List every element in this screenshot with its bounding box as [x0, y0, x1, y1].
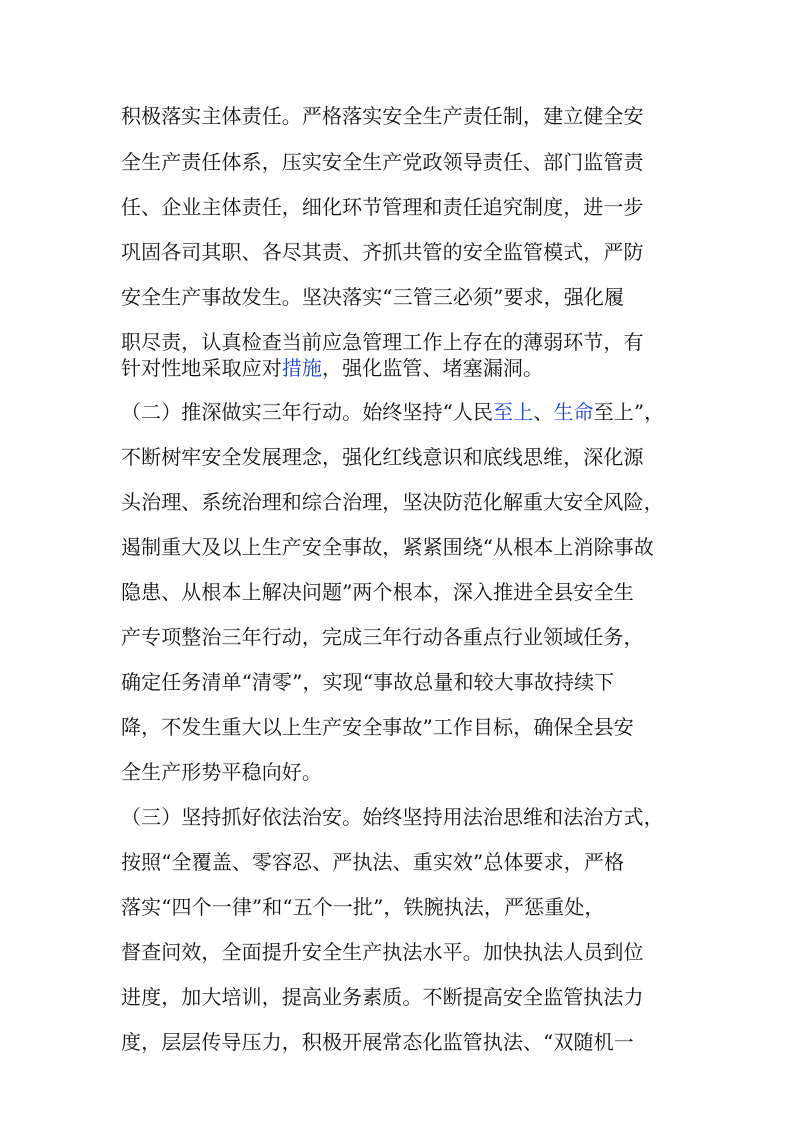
body-text-line: 遏制重大及以上生产安全事故，紧紧围绕“从根本上消除事故 — [121, 535, 654, 559]
body-text-line: 按照“全覆盖、零容忍、严执法、重实效”总体要求，严格 — [121, 850, 625, 874]
section-heading-line: （三）坚持抓好依法治安。始终坚持用法治思维和法治方式， — [121, 805, 664, 829]
inline-link[interactable]: 至上 — [493, 400, 534, 424]
body-text-line: 落实“四个一律”和“五个一批”，铁腕执法，严惩重处， — [121, 895, 605, 919]
text-run: 、 — [533, 400, 554, 424]
body-text-line: 任、企业主体责任，细化环节管理和责任追究制度，进一步 — [121, 195, 644, 219]
body-text-line: 头治理、系统治理和综合治理，坚决防范化解重大安全风险， — [121, 490, 664, 514]
inline-link[interactable]: 生命 — [553, 400, 594, 424]
text-run: 针对性地采取应对 — [121, 356, 282, 380]
text-run: ，强化监管、堵塞漏洞。 — [322, 356, 544, 380]
body-text-line: 全生产责任体系，压实安全生产党政领导责任、部门监管责 — [121, 150, 644, 174]
body-text-line: 进度，加大培训，提高业务素质。不断提高安全监管执法力 — [121, 985, 644, 1009]
body-text-line: 隐患、从根本上解决问题”两个根本，深入推进全县安全生 — [121, 580, 634, 604]
text-run: （二）推深做实三年行动。始终坚持“人民 — [121, 400, 494, 424]
body-text-line: 职尽责，认真检查当前应急管理工作上存在的薄弱环节，有 — [121, 330, 644, 354]
body-text-line: 度，层层传导压力，积极开展常态化监管执法、“双随机一 — [121, 1030, 634, 1054]
body-text-line: 产专项整治三年行动，完成三年行动各重点行业领域任务， — [121, 625, 644, 649]
body-text-line: 不断树牢安全发展理念，强化红线意识和底线思维，深化源 — [121, 445, 644, 469]
inline-link[interactable]: 措施 — [281, 356, 323, 380]
text-run: 至上”， — [593, 400, 665, 424]
body-text-line — [121, 356, 543, 380]
body-text-line: 降，不发生重大以上生产安全事故”工作目标，确保全县安 — [121, 715, 634, 739]
body-text-line: 巩固各司其职、各尽其责、齐抓共管的安全监管模式，严防 — [121, 240, 644, 264]
body-text-line: 积极落实主体责任。严格落实安全生产责任制，建立健全安 — [121, 104, 644, 128]
body-text-line: 确定任务清单“清零”，实现“事故总量和较大事故持续下 — [121, 670, 615, 694]
body-text-line: 督查问效，全面提升安全生产执法水平。加快执法人员到位 — [121, 940, 644, 964]
section-heading-line — [121, 400, 664, 424]
body-text-line: 安全生产事故发生。坚决落实“三管三必须”要求，强化履 — [121, 285, 625, 309]
body-text-line: 全生产形势平稳向好。 — [121, 760, 322, 784]
